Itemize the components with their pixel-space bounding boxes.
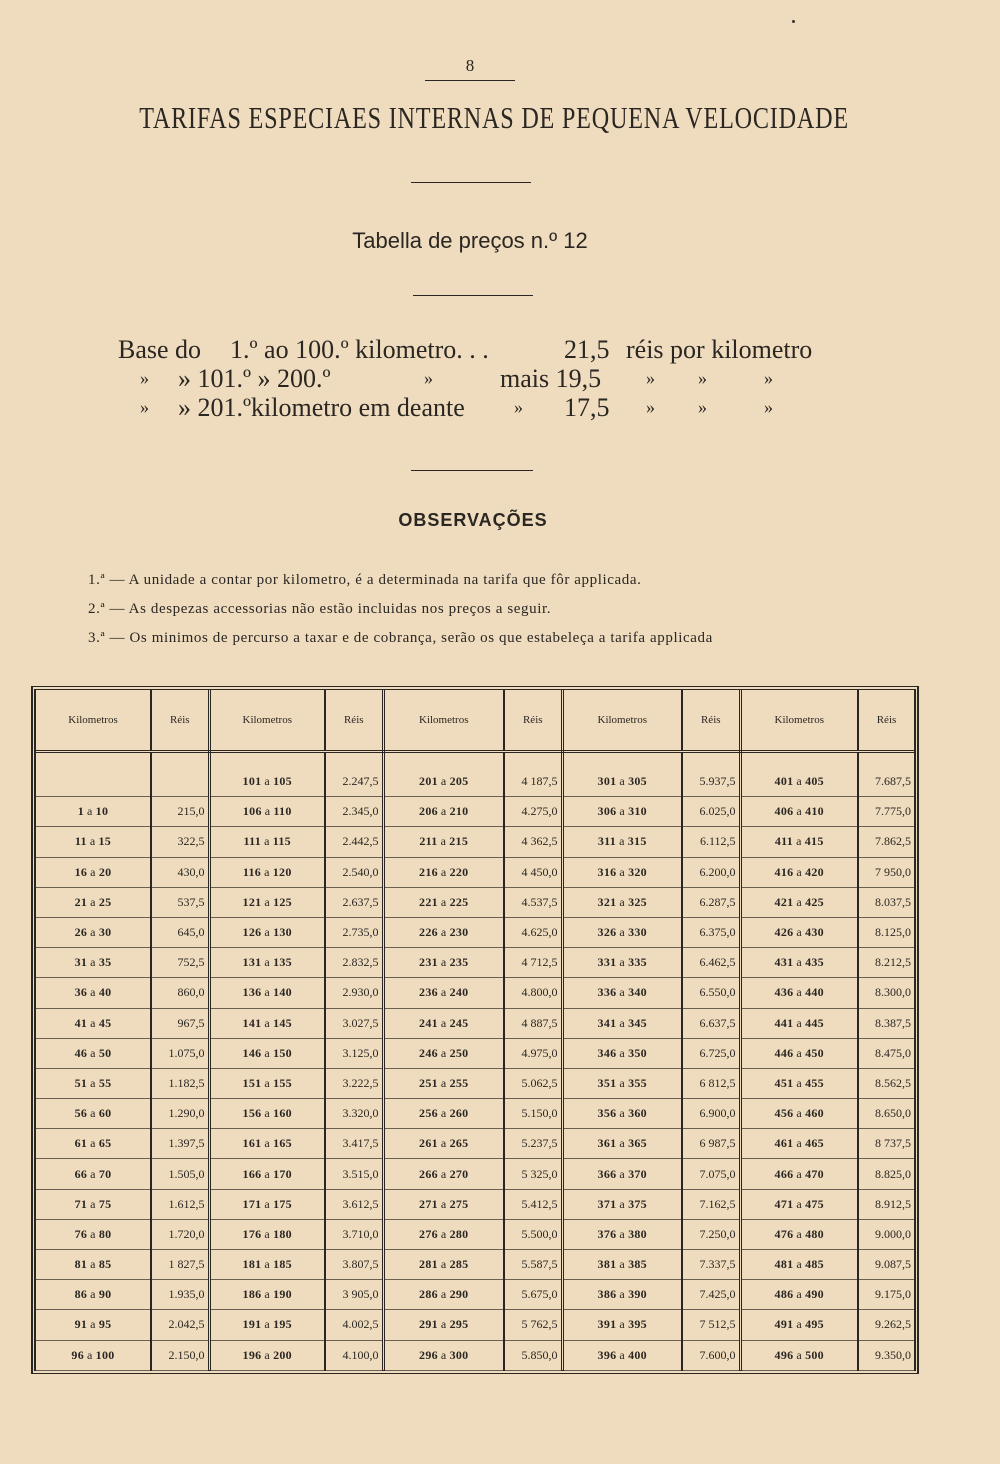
- price-cell: 2.042,5: [151, 1310, 209, 1340]
- km-range: 311 a 315: [562, 827, 682, 857]
- price-cell: 2.540,0: [325, 857, 383, 887]
- km-range: 301 a 305: [562, 767, 682, 797]
- km-range: 116 a 120: [209, 857, 325, 887]
- price-cell: 4 362,5: [504, 827, 562, 857]
- km-range: 36 a 40: [36, 978, 151, 1008]
- observations-title: OBSERVAÇÕES: [398, 510, 548, 530]
- km-range: 1 a 10: [36, 797, 151, 827]
- km-range: 56 a 60: [36, 1099, 151, 1129]
- km-range: 421 a 425: [740, 887, 858, 917]
- km-range: 186 a 190: [209, 1280, 325, 1310]
- price-cell: 8.125,0: [858, 917, 914, 947]
- price-cell: 645,0: [151, 917, 209, 947]
- price-cell: 4.002,5: [325, 1310, 383, 1340]
- table-row: [36, 917, 914, 947]
- price-cell: 2.637,5: [325, 887, 383, 917]
- price-cell: 860,0: [151, 978, 209, 1008]
- km-range: 81 a 85: [36, 1250, 151, 1280]
- km-range: 341 a 345: [562, 1008, 682, 1038]
- price-cell: 9.000,0: [858, 1219, 914, 1249]
- km-range: 376 a 380: [562, 1219, 682, 1249]
- price-cell: 4.800,0: [504, 978, 562, 1008]
- table-row: [36, 1340, 914, 1370]
- km-range: 216 a 220: [383, 857, 504, 887]
- header-reis: Réis: [504, 690, 562, 752]
- km-range: 151 a 155: [209, 1068, 325, 1098]
- km-range: 291 a 295: [383, 1310, 504, 1340]
- price-cell: 7.162,5: [682, 1189, 740, 1219]
- table-row: [36, 1189, 914, 1219]
- km-range: 251 a 255: [383, 1068, 504, 1098]
- main-title: TARIFAS ESPECIAES INTERNAS DE PEQUENA VELOCIDADE: [139, 100, 849, 135]
- price-cell: 4.275,0: [504, 797, 562, 827]
- km-range: 296 a 300: [383, 1340, 504, 1370]
- km-range: 21 a 25: [36, 887, 151, 917]
- km-range: 86 a 90: [36, 1280, 151, 1310]
- table-row: [36, 1099, 914, 1129]
- km-range: 471 a 475: [740, 1189, 858, 1219]
- km-range: 406 a 410: [740, 797, 858, 827]
- km-range: 226 a 230: [383, 917, 504, 947]
- price-cell: 4.975,0: [504, 1038, 562, 1068]
- price-cell: 7.250,0: [682, 1219, 740, 1249]
- header-kilometros: Kilometros: [562, 690, 682, 752]
- km-range: 261 a 265: [383, 1129, 504, 1159]
- price-cell: 8.825,0: [858, 1159, 914, 1189]
- price-cell: 5.237,5: [504, 1129, 562, 1159]
- km-range: 386 a 390: [562, 1280, 682, 1310]
- price-cell: 1.075,0: [151, 1038, 209, 1068]
- km-range: 286 a 290: [383, 1280, 504, 1310]
- km-range: 136 a 140: [209, 978, 325, 1008]
- price-cell: 9.087,5: [858, 1250, 914, 1280]
- price-cell: 7.425,0: [682, 1280, 740, 1310]
- price-cell: 5.412,5: [504, 1189, 562, 1219]
- km-range: 76 a 80: [36, 1219, 151, 1249]
- price-cell: 430,0: [151, 857, 209, 887]
- price-cell: 1 827,5: [151, 1250, 209, 1280]
- price-cell: 6.900,0: [682, 1099, 740, 1129]
- price-cell: 4 450,0: [504, 857, 562, 887]
- speck: [792, 20, 795, 23]
- table-row: [36, 857, 914, 887]
- price-cell: 5.937,5: [682, 767, 740, 797]
- price-cell: 3.807,5: [325, 1250, 383, 1280]
- price-cell: 6.462,5: [682, 948, 740, 978]
- table-row: [36, 797, 914, 827]
- km-range: 416 a 420: [740, 857, 858, 887]
- km-range: 366 a 370: [562, 1159, 682, 1189]
- header-reis: Réis: [325, 690, 383, 752]
- km-range: 436 a 440: [740, 978, 858, 1008]
- km-range: 411 a 415: [740, 827, 858, 857]
- price-cell: 1.290,0: [151, 1099, 209, 1129]
- header-reis: Réis: [151, 690, 209, 752]
- header-kilometros: Kilometros: [383, 690, 504, 752]
- km-range: 171 a 175: [209, 1189, 325, 1219]
- price-cell: 3.612,5: [325, 1189, 383, 1219]
- km-range: 396 a 400: [562, 1340, 682, 1370]
- km-range: 231 a 235: [383, 948, 504, 978]
- km-range: 281 a 285: [383, 1250, 504, 1280]
- km-range: 271 a 275: [383, 1189, 504, 1219]
- price-cell: 7.337,5: [682, 1250, 740, 1280]
- price-cell: 2.247,5: [325, 767, 383, 797]
- price-cell: 7.862,5: [858, 827, 914, 857]
- km-range: 346 a 350: [562, 1038, 682, 1068]
- divider: [411, 182, 531, 183]
- km-range: 166 a 170: [209, 1159, 325, 1189]
- price-cell: 6.112,5: [682, 827, 740, 857]
- table-row: [36, 827, 914, 857]
- price-cell: 9.350,0: [858, 1340, 914, 1370]
- price-cell: 3.320,0: [325, 1099, 383, 1129]
- price-cell: 1.397,5: [151, 1129, 209, 1159]
- price-cell: 8.912,5: [858, 1189, 914, 1219]
- price-cell: 6.375,0: [682, 917, 740, 947]
- price-cell: 2.345,0: [325, 797, 383, 827]
- price-cell: 7.775,0: [858, 797, 914, 827]
- price-cell: 6 812,5: [682, 1068, 740, 1098]
- km-range: 461 a 465: [740, 1129, 858, 1159]
- observation-item: 2.ª — As despezas accessorias não estão incluidas nos preços a seguir.: [88, 601, 552, 617]
- observation-item: 3.ª — Os minimos de percurso a taxar e de cobrança, serão os que estabeleça a tarifa applicada: [88, 630, 713, 646]
- km-range: 361 a 365: [562, 1129, 682, 1159]
- price-cell: 5.850,0: [504, 1340, 562, 1370]
- km-range: 426 a 430: [740, 917, 858, 947]
- km-range: 446 a 450: [740, 1038, 858, 1068]
- price-cell: 5.587,5: [504, 1250, 562, 1280]
- price-cell: [151, 767, 209, 797]
- table-row: [36, 978, 914, 1008]
- km-range: 96 a 100: [36, 1340, 151, 1370]
- table-row: [36, 1280, 914, 1310]
- price-cell: 215,0: [151, 797, 209, 827]
- price-cell: 8.650,0: [858, 1099, 914, 1129]
- km-range: 156 a 160: [209, 1099, 325, 1129]
- price-cell: 8.562,5: [858, 1068, 914, 1098]
- price-cell: 3.515,0: [325, 1159, 383, 1189]
- km-range: 371 a 375: [562, 1189, 682, 1219]
- km-range: [36, 767, 151, 797]
- price-cell: 6.025,0: [682, 797, 740, 827]
- price-cell: 6.550,0: [682, 978, 740, 1008]
- price-cell: 2.832,5: [325, 948, 383, 978]
- header-reis: Réis: [682, 690, 740, 752]
- km-range: 401 a 405: [740, 767, 858, 797]
- km-range: 326 a 330: [562, 917, 682, 947]
- km-range: 306 a 310: [562, 797, 682, 827]
- price-cell: 3.710,0: [325, 1219, 383, 1249]
- observations-list: [88, 566, 713, 653]
- divider: [413, 295, 533, 296]
- km-range: 106 a 110: [209, 797, 325, 827]
- km-range: 476 a 480: [740, 1219, 858, 1249]
- observation-item: 1.ª — A unidade a contar por kilometro, é a determinada na tarifa que fôr applicada.: [88, 572, 642, 588]
- price-cell: 3 905,0: [325, 1280, 383, 1310]
- price-cell: 6 987,5: [682, 1129, 740, 1159]
- price-cell: 9.175,0: [858, 1280, 914, 1310]
- price-cell: 5.150,0: [504, 1099, 562, 1129]
- price-cell: 5 762,5: [504, 1310, 562, 1340]
- km-range: 51 a 55: [36, 1068, 151, 1098]
- price-cell: 8.037,5: [858, 887, 914, 917]
- km-range: 161 a 165: [209, 1129, 325, 1159]
- km-range: 381 a 385: [562, 1250, 682, 1280]
- price-cell: 4.625,0: [504, 917, 562, 947]
- price-cell: 8.475,0: [858, 1038, 914, 1068]
- price-cell: 5.500,0: [504, 1219, 562, 1249]
- table-row: [36, 1038, 914, 1068]
- price-cell: 1.505,0: [151, 1159, 209, 1189]
- km-range: 481 a 485: [740, 1250, 858, 1280]
- table-row: [36, 767, 914, 797]
- km-range: 241 a 245: [383, 1008, 504, 1038]
- km-range: 206 a 210: [383, 797, 504, 827]
- price-cell: 2.150,0: [151, 1340, 209, 1370]
- km-range: 496 a 500: [740, 1340, 858, 1370]
- km-range: 176 a 180: [209, 1219, 325, 1249]
- km-range: 41 a 45: [36, 1008, 151, 1038]
- km-range: 276 a 280: [383, 1219, 504, 1249]
- tariff-table: [31, 686, 919, 1374]
- header-reis: Réis: [858, 690, 914, 752]
- price-cell: 4 712,5: [504, 948, 562, 978]
- km-range: 61 a 65: [36, 1129, 151, 1159]
- price-cell: 4 187,5: [504, 767, 562, 797]
- km-range: 486 a 490: [740, 1280, 858, 1310]
- price-cell: 6.637,5: [682, 1008, 740, 1038]
- price-cell: 2.930,0: [325, 978, 383, 1008]
- km-range: 356 a 360: [562, 1099, 682, 1129]
- price-cell: 9.262,5: [858, 1310, 914, 1340]
- km-range: 491 a 495: [740, 1310, 858, 1340]
- price-cell: 6.725,0: [682, 1038, 740, 1068]
- table-title: Tabella de preços n.º 12: [352, 228, 588, 253]
- price-cell: 3.125,0: [325, 1038, 383, 1068]
- price-cell: 2.442,5: [325, 827, 383, 857]
- table-row: [36, 948, 914, 978]
- header-kilometros: Kilometros: [36, 690, 151, 752]
- table-header-row: [36, 690, 914, 752]
- km-range: 316 a 320: [562, 857, 682, 887]
- price-cell: 1.720,0: [151, 1219, 209, 1249]
- price-cell: 537,5: [151, 887, 209, 917]
- table-row: [36, 1008, 914, 1038]
- km-range: 11 a 15: [36, 827, 151, 857]
- km-range: 141 a 145: [209, 1008, 325, 1038]
- km-range: 221 a 225: [383, 887, 504, 917]
- km-range: 266 a 270: [383, 1159, 504, 1189]
- km-range: 441 a 445: [740, 1008, 858, 1038]
- km-range: 126 a 130: [209, 917, 325, 947]
- table-row: [36, 1219, 914, 1249]
- km-range: 196 a 200: [209, 1340, 325, 1370]
- table-row: [36, 1068, 914, 1098]
- km-range: 181 a 185: [209, 1250, 325, 1280]
- price-cell: 8.212,5: [858, 948, 914, 978]
- km-range: 146 a 150: [209, 1038, 325, 1068]
- table-row: [36, 1310, 914, 1340]
- km-range: 111 a 115: [209, 827, 325, 857]
- price-cell: 8.387,5: [858, 1008, 914, 1038]
- price-cell: 7.075,0: [682, 1159, 740, 1189]
- price-cell: 1.935,0: [151, 1280, 209, 1310]
- price-cell: 3.222,5: [325, 1068, 383, 1098]
- km-range: 391 a 395: [562, 1310, 682, 1340]
- km-range: 321 a 325: [562, 887, 682, 917]
- km-range: 331 a 335: [562, 948, 682, 978]
- price-cell: 5.675,0: [504, 1280, 562, 1310]
- table-row: [36, 1159, 914, 1189]
- price-cell: 5.062,5: [504, 1068, 562, 1098]
- km-range: 201 a 205: [383, 767, 504, 797]
- price-cell: 752,5: [151, 948, 209, 978]
- km-range: 246 a 250: [383, 1038, 504, 1068]
- km-range: 211 a 215: [383, 827, 504, 857]
- table-body: [36, 752, 914, 1371]
- price-cell: 3.417,5: [325, 1129, 383, 1159]
- km-range: 46 a 50: [36, 1038, 151, 1068]
- price-cell: 967,5: [151, 1008, 209, 1038]
- price-cell: 322,5: [151, 827, 209, 857]
- price-cell: 6.287,5: [682, 887, 740, 917]
- price-cell: 2.735,0: [325, 917, 383, 947]
- divider: [411, 470, 533, 471]
- price-cell: 7 512,5: [682, 1310, 740, 1340]
- price-cell: 1.182,5: [151, 1068, 209, 1098]
- km-range: 91 a 95: [36, 1310, 151, 1340]
- km-range: 16 a 20: [36, 857, 151, 887]
- price-cell: 7 950,0: [858, 857, 914, 887]
- table-row: [36, 1250, 914, 1280]
- km-range: 451 a 455: [740, 1068, 858, 1098]
- table-row: [36, 1129, 914, 1159]
- page-number: 8: [425, 56, 515, 81]
- price-cell: 4.100,0: [325, 1340, 383, 1370]
- price-cell: 7.600,0: [682, 1340, 740, 1370]
- price-cell: 8 737,5: [858, 1129, 914, 1159]
- km-range: 336 a 340: [562, 978, 682, 1008]
- km-range: 256 a 260: [383, 1099, 504, 1129]
- table-row: [36, 887, 914, 917]
- km-range: 31 a 35: [36, 948, 151, 978]
- km-range: 71 a 75: [36, 1189, 151, 1219]
- km-range: 121 a 125: [209, 887, 325, 917]
- price-cell: 6.200,0: [682, 857, 740, 887]
- price-cell: 1.612,5: [151, 1189, 209, 1219]
- km-range: 466 a 470: [740, 1159, 858, 1189]
- price-cell: 3.027,5: [325, 1008, 383, 1038]
- km-range: 431 a 435: [740, 948, 858, 978]
- km-range: 236 a 240: [383, 978, 504, 1008]
- price-cell: 7.687,5: [858, 767, 914, 797]
- km-range: 456 a 460: [740, 1099, 858, 1129]
- price-cell: 8.300,0: [858, 978, 914, 1008]
- km-range: 351 a 355: [562, 1068, 682, 1098]
- km-range: 101 a 105: [209, 767, 325, 797]
- km-range: 66 a 70: [36, 1159, 151, 1189]
- km-range: 26 a 30: [36, 917, 151, 947]
- price-cell: 5 325,0: [504, 1159, 562, 1189]
- price-cell: 4.537,5: [504, 887, 562, 917]
- km-range: 191 a 195: [209, 1310, 325, 1340]
- header-kilometros: Kilometros: [740, 690, 858, 752]
- price-cell: 4 887,5: [504, 1008, 562, 1038]
- header-kilometros: Kilometros: [209, 690, 325, 752]
- km-range: 131 a 135: [209, 948, 325, 978]
